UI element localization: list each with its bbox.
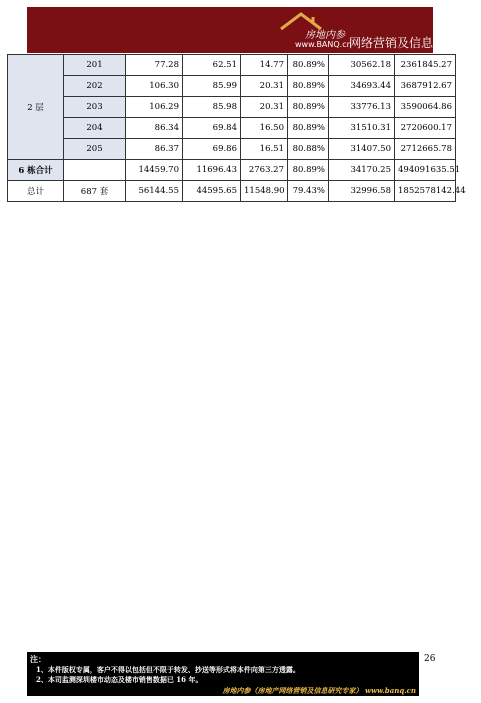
table-cell: 33776.13 [329, 97, 395, 118]
table-cell: 62.51 [183, 55, 241, 76]
table-cell: 14.77 [241, 55, 288, 76]
table-cell: 86.37 [126, 139, 183, 160]
table-cell: 106.29 [126, 97, 183, 118]
table-cell: 11548.90 [241, 181, 288, 202]
table-cell: 80.89% [288, 118, 329, 139]
table-cell: 3687912.67 [395, 76, 456, 97]
logo-text: 房地内参 [305, 30, 345, 41]
table-cell: 34693.44 [329, 76, 395, 97]
table-cell: 80.88% [288, 139, 329, 160]
table-row [8, 139, 456, 160]
unit-cell: 202 [64, 76, 126, 97]
table-cell: 2720600.17 [395, 118, 456, 139]
table-cell: 69.84 [183, 118, 241, 139]
table-cell: 494091635.51 [395, 160, 456, 181]
note-line: 2、本司监测深圳楼市动态及楼市销售数据已 16 年。 [36, 675, 203, 684]
total-label: 总计 [8, 181, 64, 202]
total-row [8, 181, 456, 202]
table-cell: 106.30 [126, 76, 183, 97]
subtotal-row [8, 160, 456, 181]
subtotal-label: 6 栋合计 [8, 160, 64, 181]
note-title: 注： [30, 654, 46, 664]
table-cell: 2763.27 [241, 160, 288, 181]
unit-cell: 205 [64, 139, 126, 160]
table-row [8, 97, 456, 118]
table-cell: 85.98 [183, 97, 241, 118]
table-cell: 16.50 [241, 118, 288, 139]
table-cell: 80.89% [288, 160, 329, 181]
table-cell: 32996.58 [329, 181, 395, 202]
table-cell: 20.31 [241, 97, 288, 118]
table-cell: 31407.50 [329, 139, 395, 160]
table-cell: 31510.31 [329, 118, 395, 139]
unit-cell: 687 套 [64, 181, 126, 202]
table-cell: 34170.25 [329, 160, 395, 181]
table-cell: 14459.70 [126, 160, 183, 181]
table-cell: 79.43% [288, 181, 329, 202]
table-row [8, 76, 456, 97]
table-cell: 86.34 [126, 118, 183, 139]
table-cell: 80.89% [288, 76, 329, 97]
sales-table [7, 54, 466, 202]
table-cell: 2361845.27 [395, 55, 456, 76]
logo-url: www.BANQ.cn [295, 40, 352, 49]
unit-cell [64, 160, 126, 181]
header-slogan: 网络营销及信息研究专家 [349, 36, 481, 50]
table-cell: 80.89% [288, 97, 329, 118]
table-cell: 85.99 [183, 76, 241, 97]
table-cell: 56144.55 [126, 181, 183, 202]
table-cell: 80.89% [288, 55, 329, 76]
unit-cell: 204 [64, 118, 126, 139]
table-cell: 3590064.86 [395, 97, 456, 118]
table-cell: 16.51 [241, 139, 288, 160]
table-cell: 30562.18 [329, 55, 395, 76]
table-cell: 2712665.78 [395, 139, 456, 160]
unit-cell: 201 [64, 55, 126, 76]
header-banner [27, 7, 481, 53]
table-cell: 11696.43 [183, 160, 241, 181]
table-cell: 44595.65 [183, 181, 241, 202]
footer-notes [27, 652, 419, 696]
table-cell: 77.28 [126, 55, 183, 76]
table-cell: 1852578142.44 [395, 181, 456, 202]
page-number: 26 [424, 654, 436, 664]
floor-label: 2 层 [8, 55, 64, 160]
logo [277, 11, 352, 51]
note-line: 1、本件版权专属，客户不得以包括但不限于转发、抄送等形式将本件向第三方透露。 [36, 665, 300, 674]
table-row [8, 55, 456, 76]
footer-brand: 房地内参（房地产网络营销及信息研究专家） www.banq.cn [222, 686, 416, 695]
table-cell: 69.86 [183, 139, 241, 160]
table-row [8, 118, 456, 139]
unit-cell: 203 [64, 97, 126, 118]
table-cell: 20.31 [241, 76, 288, 97]
